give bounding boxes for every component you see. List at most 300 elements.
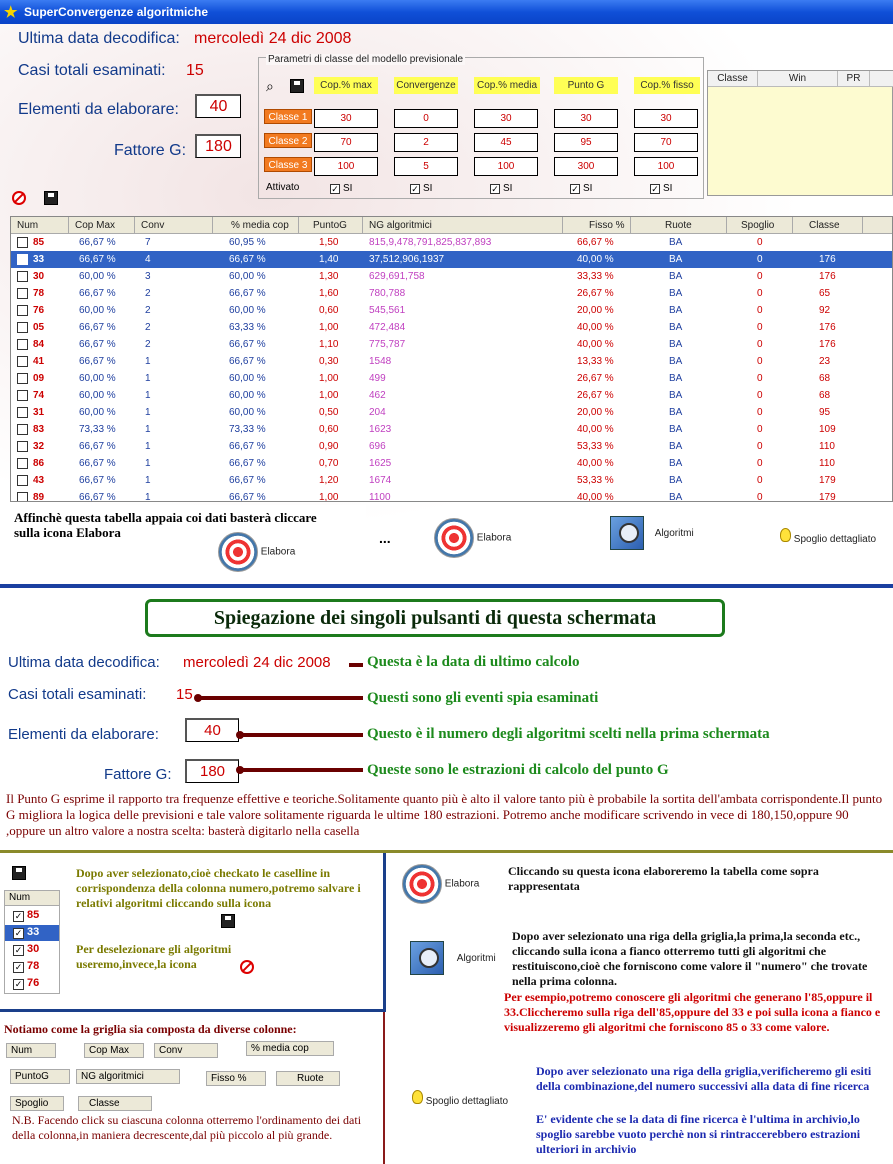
param-header-copfisso: Cop.% fisso [634,77,700,94]
cell-ng: 1625 [369,458,392,469]
cell-num: 89 [33,492,45,502]
activated-checkbox[interactable] [570,183,592,194]
row-checkbox[interactable] [17,407,28,418]
col-header-ruote[interactable]: Ruote [631,217,727,234]
param-header-puntog: Punto G [554,77,618,94]
col-sample-classe: Classe [78,1096,152,1111]
si-label: SI [583,183,593,194]
cell-conv: 1 [145,390,151,401]
si-label: SI [663,183,673,194]
section-divider [0,850,893,853]
cell-classe: 110 [819,441,835,452]
cell-classe: 95 [819,407,831,418]
table-row[interactable] [11,285,893,302]
app-bottom-border [0,584,893,588]
row-checkbox[interactable] [17,322,28,333]
cell-media: 63,33 % [229,322,266,333]
cell-copmax: 66,67 % [79,322,116,333]
cell-conv: 2 [145,322,151,333]
save-explanation: Dopo aver selezionato,cioè checkato le caselline in corrispondenza della colonna numero,potremo salvare i relativi algoritmi cliccando sulla icona [76,866,361,910]
expl-date-note: Questa è la data di ultimo calcolo [367,654,580,670]
expl-cases-note: Questi sono gli eventi spia esaminati [367,690,599,706]
cell-spoglio: 0 [757,322,763,333]
classe-2-button[interactable]: Classe 2 [264,133,312,148]
classe-3-button[interactable]: Classe 3 [264,157,312,172]
deselect-icon-inline [240,960,254,974]
cell-fisso: 26,67 % [577,373,614,384]
cell-fisso: 20,00 % [577,407,614,418]
cell-conv: 2 [145,305,151,316]
cell-ruote: BA [669,492,683,502]
cell-copmax: 66,67 % [79,237,116,248]
cell-ng: 545,561 [369,305,406,316]
cell-ng: 815,9,478,791,825,837,893 [369,237,492,248]
check-icon: ✓ [14,945,23,955]
param-header-convergenze: Convergenze [394,77,458,94]
puntog-paragraph: Il Punto G esprime il rapporto tra frequenze effettive e teoriche.Solitamente quanto più è alto il valore tanto più è probabile la sortita dell'ambata corrispondente.Il punto G migliora la logica delle previsioni e tale valore solitamente riguarda le ultime 180 estrazioni. Potremo anche modificare scrivendo in vece di 180,150,oppure 90 ,oppure un altro valore a nostra scelta: basterà digitarlo nella casella [6,791,883,838]
cell-fisso: 40,00 % [577,492,614,502]
cell-copmax: 66,67 % [79,339,116,350]
param-header-copmedia: Cop.% media [474,77,540,94]
cell-ruote: BA [669,339,683,350]
cell-ruote: BA [669,356,683,367]
cell-copmax: 66,67 % [79,441,116,452]
cell-copmax: 66,67 % [79,492,116,502]
row-checkbox[interactable] [17,458,28,469]
col-sample-ruote: Ruote [276,1071,340,1086]
cell-media: 60,00 % [229,271,266,282]
cell-puntog: 1,00 [319,322,339,333]
cell-ruote: BA [669,322,683,333]
cell-puntog: 1,00 [319,390,339,401]
cell-num: 33 [33,254,45,265]
cell-spoglio: 0 [757,356,763,367]
cell-puntog: 0,50 [319,407,339,418]
table-row[interactable] [11,234,893,251]
cell-conv: 3 [145,271,151,282]
cell-ruote: BA [669,288,683,299]
spoglio-label: Spoglio dettagliato [425,1096,509,1107]
spoglio-explanation: Dopo aver selezionato una riga della griglia,verificheremo gli esiti della combinazione,del numero successivi alla data di fine ricerca [536,1064,872,1093]
cell-num: 74 [33,390,45,401]
col-header-ng[interactable]: NG algoritmici [363,217,563,234]
table-row[interactable] [11,489,893,502]
table-row[interactable] [11,370,893,387]
expl-cases-label: Casi totali esaminati: [8,686,147,703]
cell-puntog: 1,00 [319,373,339,384]
elabora-button-2[interactable] [434,518,511,558]
cell-conv: 1 [145,458,151,469]
col-header-num[interactable]: Num [11,217,69,234]
table-row[interactable] [11,336,893,353]
cell-copmax: 60,00 % [79,271,116,282]
algoritmi-explanation: Dopo aver selezionato una riga della griglia,la prima,la seconda etc., cliccando sulla icona a fianco otterremo tutti gli algoritmi che restituiscono,cioè che forniscono come valore il "numero" che trovate nella prima colonna. [512,929,868,988]
col-sample-ng: NG algoritmici [76,1069,180,1084]
cell-fisso: 40,00 % [577,339,614,350]
cell-puntog: 0,60 [319,305,339,316]
cell-puntog: 0,70 [319,458,339,469]
save-icon-inline [221,914,235,928]
cell-ruote: BA [669,441,683,452]
cell-spoglio: 0 [757,271,763,282]
cell-puntog: 0,30 [319,356,339,367]
expl-factor-box: 180 [185,759,239,783]
vertical-divider-lower [383,1012,385,1164]
cell-num: 84 [33,339,45,350]
cases-value: 15 [186,62,204,79]
cell-classe: 68 [819,390,831,401]
col-header-spacer [863,217,893,234]
target-icon [434,518,474,558]
cell-media: 66,67 % [229,356,266,367]
expl-elements-label: Elementi da elaborare: [8,726,159,743]
cell-fisso: 66,67 % [577,237,614,248]
elabora-button[interactable] [218,532,295,572]
elabora-sample [402,864,479,904]
cell-spoglio: 0 [757,339,763,350]
check-icon: ✓ [14,928,23,938]
mini-grid [4,890,60,994]
activated-checkbox[interactable] [410,183,432,194]
cell-copmax: 66,67 % [79,356,116,367]
col-sample-conv: Conv [154,1043,218,1058]
param-input[interactable]: 100 [314,157,378,176]
elements-label: Elementi da elaborare: [18,101,179,118]
algorithms-icon [610,516,644,550]
results-grid [10,216,893,502]
lightbulb-icon [412,1090,423,1104]
arrow-line [349,663,363,667]
col-header-classe[interactable]: Classe [793,217,863,234]
cell-num: 43 [33,475,45,486]
cell-copmax: 66,67 % [79,458,116,469]
param-input[interactable]: 70 [634,133,698,152]
param-input[interactable]: 95 [554,133,618,152]
col-sample-spoglio: Spoglio [10,1096,64,1111]
si-label: SI [423,183,433,194]
row-checkbox[interactable] [17,492,28,502]
window-title: SuperConvergenze algoritmiche [24,5,209,19]
cell-media: 66,67 % [229,254,266,265]
param-input[interactable]: 5 [394,157,458,176]
app-star-icon: ★ [4,4,18,21]
param-input[interactable]: 100 [634,157,698,176]
table-row[interactable] [11,421,893,438]
si-label: SI [503,183,513,194]
param-input[interactable]: 70 [314,133,378,152]
cell-media: 60,00 % [229,373,266,384]
table-row[interactable] [11,353,893,370]
cell-num: 32 [33,441,45,452]
cell-num: 83 [33,424,45,435]
class-results-panel [707,70,893,196]
horizontal-divider [0,1009,386,1012]
cell-ruote: BA [669,254,683,265]
check-icon: ✓ [331,184,339,194]
cell-ruote: BA [669,475,683,486]
row-checkbox[interactable] [17,441,28,452]
cell-spoglio: 0 [757,288,763,299]
elabora-explanation: Cliccando su questa icona elaboreremo la tabella come sopra rappresentata [508,864,819,893]
expl-factor-note: Queste sono le estrazioni di calcolo del punto G [367,762,669,778]
param-input[interactable]: 30 [634,109,698,128]
col-header-fisso[interactable]: Fisso % [563,217,631,234]
param-input[interactable]: 30 [474,109,538,128]
cell-media: 60,00 % [229,407,266,418]
cell-spoglio: 0 [757,407,763,418]
row-checkbox[interactable] [17,373,28,384]
activated-checkbox[interactable] [650,183,672,194]
cell-ng: 204 [369,407,386,418]
cell-fisso: 13,33 % [577,356,614,367]
row-checkbox[interactable] [17,271,28,282]
spoglio-button[interactable] [780,528,876,545]
cell-media: 66,67 % [229,475,266,486]
expl-factor-label: Fattore G: [104,766,172,783]
cell-ruote: BA [669,305,683,316]
algoritmi-sample [410,941,496,975]
arrow-line [240,768,363,772]
save-icon-sample [12,866,26,880]
table-row[interactable] [11,472,893,489]
window-titlebar [0,0,893,24]
activated-checkbox[interactable] [330,183,352,194]
cell-conv: 2 [145,288,151,299]
param-input[interactable]: 45 [474,133,538,152]
algorithms-icon [410,941,444,975]
cell-num: 30 [33,271,45,282]
param-input[interactable]: 30 [314,109,378,128]
cell-fisso: 40,00 % [577,424,614,435]
cell-copmax: 66,67 % [79,475,116,486]
last-date-value: mercoledì 24 dic 2008 [194,30,352,47]
param-header-copmax: Cop.% max [314,77,378,94]
cell-conv: 2 [145,339,151,350]
expl-cases-value: 15 [176,686,193,703]
cell-copmax: 60,00 % [79,407,116,418]
mini-row-num: 33 [27,926,40,938]
check-icon: ✓ [491,184,499,194]
mini-grid-header: Num [5,891,59,906]
deselect-button[interactable] [12,191,26,205]
cell-puntog: 1,50 [319,237,339,248]
cell-spoglio: 0 [757,254,763,265]
cell-media: 60,00 % [229,390,266,401]
row-checkbox[interactable] [17,356,28,367]
cell-spoglio: 0 [757,458,763,469]
cell-ng: 775,787 [369,339,406,350]
cell-puntog: 0,60 [319,424,339,435]
si-label: SI [343,183,353,194]
cell-media: 73,33 % [229,424,266,435]
check-icon: ✓ [571,184,579,194]
spoglio-explanation-2: E' evidente che se la data di fine ricerca è l'ultima in archivio,lo spoglio sarebbe vuoto perchè non si rintraccerebbero estrazioni ulteriori in archivio [536,1112,861,1156]
columns-note: N.B. Facendo click su ciascuna colonna otterremo l'ordinamento dei dati della colonna,in maniera decrescente,dal più piccolo al più grande. [12,1113,362,1142]
cell-conv: 1 [145,475,151,486]
win-col-header[interactable]: Win [758,71,838,87]
cell-media: 66,67 % [229,458,266,469]
col-header-copmax[interactable]: Cop Max [69,217,135,234]
cell-num: 85 [33,237,45,248]
algoritmi-label: Algoritmi [456,952,496,964]
param-input[interactable]: 2 [394,133,458,152]
cell-fisso: 53,33 % [577,475,614,486]
table-row[interactable] [11,319,893,336]
cell-num: 78 [33,288,45,299]
deselect-icon [240,960,254,974]
cell-classe: 92 [819,305,831,316]
col-header-puntog[interactable]: PuntoG [299,217,363,234]
cell-num: 86 [33,458,45,469]
deselect-icon [12,191,26,205]
cell-fisso: 40,00 % [577,458,614,469]
cell-classe: 176 [819,254,836,265]
vertical-divider [383,853,386,1011]
row-checkbox[interactable] [17,390,28,401]
cell-ng: 499 [369,373,386,384]
cell-puntog: 1,60 [319,288,339,299]
cell-fisso: 26,67 % [577,288,614,299]
expl-elements-note: Questo è il numero degli algoritmi scelti nella prima schermata [367,726,770,742]
cell-ng: 629,691,758 [369,271,425,282]
table-row[interactable] [11,404,893,421]
col-sample-num: Num [6,1043,56,1058]
cell-ng: 472,484 [369,322,406,333]
cell-copmax: 73,33 % [79,424,116,435]
col-sample-puntog: PuntoG [10,1069,70,1084]
col-header-conv[interactable]: Conv [135,217,213,234]
cell-num: 05 [33,322,45,333]
factor-input[interactable]: 180 [195,134,241,158]
deselect-explanation: Per deselezionare gli algoritmi useremo,invece,la icona [76,942,232,971]
cell-ruote: BA [669,424,683,435]
elements-input[interactable]: 40 [195,94,241,118]
row-checkbox[interactable] [17,424,28,435]
expl-elements-box: 40 [185,718,239,742]
params-save-button[interactable] [290,79,304,93]
row-checkbox[interactable] [17,237,28,248]
cell-puntog: 1,20 [319,475,339,486]
table-row[interactable] [11,302,893,319]
cell-ruote: BA [669,373,683,384]
binoculars-icon[interactable]: ⌕ [266,78,274,94]
cell-ng: 1623 [369,424,392,435]
col-header-mediacop[interactable]: % media cop [213,217,299,234]
spoglio-label: Spoglio dettagliato [793,534,877,545]
class-col-header[interactable]: Classe [708,71,758,87]
col-sample-fisso: Fisso % [206,1071,266,1086]
table-row[interactable] [11,387,893,404]
cell-ng: 780,788 [369,288,406,299]
cell-spoglio: 0 [757,373,763,384]
cell-conv: 1 [145,407,151,418]
cell-classe: 23 [819,356,831,367]
save-icon [44,191,58,205]
param-input[interactable]: 300 [554,157,618,176]
table-row[interactable] [11,455,893,472]
cases-label: Casi totali esaminati: [18,62,166,79]
cell-media: 60,00 % [229,305,266,316]
cell-conv: 1 [145,373,151,384]
row-checkbox[interactable] [17,254,28,265]
check-icon: ✓ [14,911,23,921]
activated-checkbox[interactable] [490,183,512,194]
cell-media: 66,67 % [229,288,266,299]
cell-ruote: BA [669,458,683,469]
cell-classe: 110 [819,458,835,469]
cell-spoglio: 0 [757,424,763,435]
cell-spoglio: 0 [757,441,763,452]
param-input[interactable]: 0 [394,109,458,128]
cell-copmax: 60,00 % [79,305,116,316]
cell-spoglio: 0 [757,237,763,248]
cell-num: 09 [33,373,45,384]
classe-1-button[interactable]: Classe 1 [264,109,312,124]
cell-conv: 1 [145,424,151,435]
pr-col-header[interactable]: PR [838,71,870,87]
param-input[interactable]: 30 [554,109,618,128]
cell-ng: 462 [369,390,386,401]
algoritmi-example: Per esempio,potremo conoscere gli algoritmi che generano l'85,oppure il 33.Cliccheremo sulla riga dell'85,oppure del 33 e poi sulla icona a fianco e visualizzeremo gli algoritmi che forniscono 85 o 33 come valore. [504,990,881,1034]
cell-copmax: 60,00 % [79,373,116,384]
cell-media: 66,67 % [229,339,266,350]
save-icon [12,866,26,880]
cell-ruote: BA [669,390,683,401]
cell-ruote: BA [669,271,683,282]
row-checkbox[interactable] [17,339,28,350]
cell-spoglio: 0 [757,390,763,401]
cell-classe: 176 [819,339,836,350]
cell-fisso: 26,67 % [577,390,614,401]
spoglio-sample [412,1090,508,1107]
cell-puntog: 1,00 [319,492,339,502]
cell-puntog: 1,30 [319,271,339,282]
save-button[interactable] [44,191,58,205]
col-header-spoglio[interactable]: Spoglio [727,217,793,234]
cell-ng: 696 [369,441,386,452]
expl-date-value: mercoledì 24 dic 2008 [183,654,331,671]
explanation-heading: Spiegazione dei singoli pulsanti di questa schermata [145,599,725,637]
cell-ng: 1674 [369,475,392,486]
param-input[interactable]: 100 [474,157,538,176]
cell-copmax: 60,00 % [79,390,116,401]
table-row[interactable] [11,251,893,268]
cell-conv: 7 [145,237,151,248]
cell-classe: 179 [819,492,836,502]
row-checkbox[interactable] [17,288,28,299]
algoritmi-label: Algoritmi [654,527,694,539]
table-row[interactable] [11,438,893,455]
cell-ruote: BA [669,407,683,418]
cell-num: 31 [33,407,45,418]
cell-puntog: 0,90 [319,441,339,452]
mini-row-num: 30 [27,943,40,955]
cell-num: 41 [33,356,45,367]
cell-conv: 1 [145,492,151,502]
elabora-label: Elabora [444,878,480,890]
row-checkbox[interactable] [17,475,28,486]
cell-fisso: 53,33 % [577,441,614,452]
cell-spoglio: 0 [757,492,763,502]
cell-copmax: 66,67 % [79,254,116,265]
cell-ruote: BA [669,237,683,248]
table-row[interactable] [11,268,893,285]
target-icon [218,532,258,572]
algoritmi-button[interactable] [610,516,694,550]
row-checkbox[interactable] [17,305,28,316]
mini-row-num: 78 [27,960,40,972]
cell-conv: 1 [145,356,151,367]
